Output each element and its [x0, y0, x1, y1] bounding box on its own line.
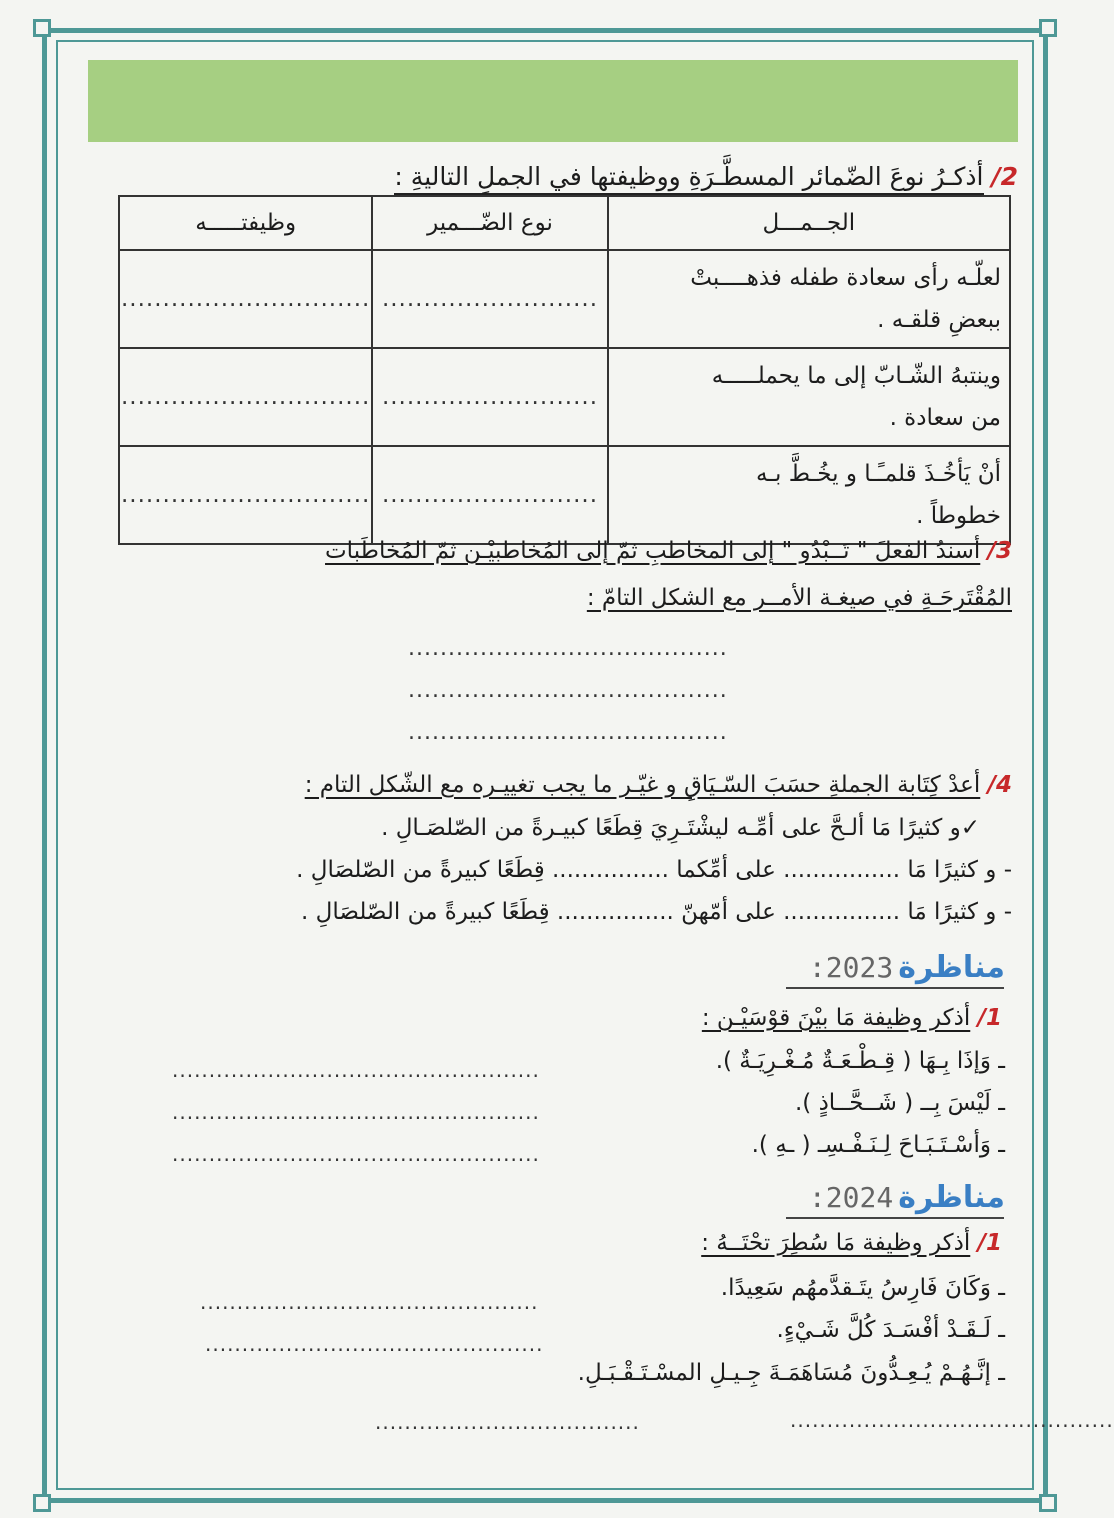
sentence-line: وينتبهُ الشّـابّ إلى ما يحملـــــه	[711, 363, 1001, 389]
function-answer[interactable]: ..............................	[119, 250, 372, 348]
heading-underline	[786, 987, 1004, 989]
q4-number: 4/	[987, 772, 1012, 798]
munazara-year: 2024:	[808, 1181, 894, 1214]
m2023-number: 1/	[977, 1005, 1002, 1031]
q4-line: - و كثيرًا مَا ................ على أمّهنّ ................ قِطَعًا كبيرةً من الصّلصَالِ .	[301, 899, 1012, 925]
corner-ornament	[33, 19, 51, 37]
header-banner	[88, 60, 1018, 142]
q3-answer-line[interactable]: ........................................	[408, 720, 728, 745]
m2023-item: ـ لَيْسَ بِــ ( شَــحَّــاذٍ ).	[794, 1090, 1005, 1116]
m2023-item: ـ وَأسْـتَـبَـاحَ لِـنَـفْـسِـ ( ـهِ ).	[751, 1132, 1005, 1158]
m2024-number: 1/	[977, 1230, 1002, 1256]
corner-ornament	[1039, 1494, 1057, 1512]
sentence-line: ببعضِ قلقـه .	[877, 307, 1001, 333]
function-answer[interactable]: ..............................	[119, 348, 372, 446]
q4-example: ✓و كثيرًا مَا ألـحَّ على أمِّـه ليشْتَـرِيَ قِطَعًا كبيـرةً من الصّلصَـالِ .	[381, 815, 980, 841]
munazara-2023-heading	[809, 950, 1005, 985]
m2023-answer-line[interactable]: ..................................................	[172, 1058, 540, 1082]
m2024-answer-line[interactable]: ............................................	[790, 1408, 1114, 1432]
q4-heading	[305, 772, 1012, 798]
corner-ornament	[33, 1494, 51, 1512]
m2024-answer-line[interactable]: ..............................................	[205, 1332, 544, 1356]
m2024-item: ـ وَكَانَ فَارِسُ يتَـقدَّمهُم سَعِيدًا.	[720, 1275, 1005, 1301]
q4-title: أعدْ كِتَابة الجملةِ حسَبَ السّـيَاقِ و غيّـر ما يجب تغييـره مع الشّكل التام :	[304, 772, 981, 798]
m2023-title: أذكر وظيفة مَا بيْنَ قوْسَيْـن :	[701, 1005, 971, 1031]
col-header-sentences: الجــمـــل	[608, 196, 1010, 250]
sentence-line: لعلّـه رأى سعادة طفله فذهــــبتْ	[690, 265, 1001, 291]
table-row	[119, 348, 1010, 446]
m2023-question	[702, 1005, 1002, 1031]
q2-number: 2/	[991, 162, 1018, 191]
col-header-function: وظيفتـــــه	[119, 196, 372, 250]
corner-ornament	[1039, 19, 1057, 37]
q3-answer-line[interactable]: ........................................	[408, 678, 728, 703]
m2024-item: ـ إنَّـهُـمْ يُـعِـدُّونَ مُسَاهَمَـةَ جِـيـلِ المسْـتَـقْـبَـلِ.	[577, 1360, 1005, 1386]
pronoun-type-answer[interactable]: ..........................	[372, 348, 607, 446]
m2024-title: أذكر وظيفة مَا سُطِرَ تحْتَــهُ :	[701, 1230, 971, 1256]
q3-line2: المُقْتَرحَـةِ في صيغـة الأمــر مع الشكل التامّ :	[586, 585, 1012, 611]
q3-line1: 3/ أسندُ الفعلَ " تَــبْدُو " إلى المخاطبِ ثمّ إلى المُخاطبيْـن ثمّ المُخاطَبات	[325, 538, 1012, 564]
m2024-answer-line[interactable]: ..............................................	[200, 1290, 539, 1314]
q4-line: - و كثيرًا مَا ................ على أمِّكما ................ قِطَعًا كبيرةً من الصّلصَالِ .	[296, 857, 1012, 883]
table-header-row	[119, 196, 1010, 250]
m2024-item: ـ لَـقَـدْ أفْسَـدَ كُلَّ شَـيْءٍ.	[776, 1317, 1005, 1343]
function-answer[interactable]: ..............................	[119, 446, 372, 544]
sentence-cell	[608, 446, 1010, 544]
q2-heading	[394, 162, 1018, 191]
q3-answer-line[interactable]: ........................................	[408, 636, 728, 661]
table-row	[119, 446, 1010, 544]
m2023-answer-line[interactable]: ..................................................	[172, 1100, 540, 1124]
m2023-item: ـ وَإذَا بِـهَا ( قِـطْـعَـةٌ مُـغْـرِيَـةٌ ).	[715, 1048, 1005, 1074]
sentence-line: من سعادة .	[889, 405, 1001, 431]
heading-underline	[786, 1217, 1004, 1219]
sentence-cell	[608, 348, 1010, 446]
q3-number: 3/	[987, 538, 1012, 564]
munazara-year: 2023:	[808, 951, 894, 984]
sentence-line: أنْ يَأخُـذَ قلمـًـا و يخُـطَّ بـه	[755, 461, 1001, 487]
table-row	[119, 250, 1010, 348]
m2024-answer-line[interactable]: ....................................	[375, 1410, 640, 1434]
m2024-question	[701, 1230, 1002, 1256]
q2-title: أذكـرُ نوعَ الضّمائر المسطَّـرَةِ ووظيفتها في الجملِ التاليةِ :	[394, 162, 983, 195]
munazara-label: مناظرة	[898, 1180, 1005, 1215]
munazara-2024-heading	[809, 1180, 1005, 1215]
sentence-line: خطوطاً .	[916, 503, 1001, 529]
munazara-label: مناظرة	[898, 950, 1005, 985]
pronoun-type-answer[interactable]: ..........................	[372, 250, 607, 348]
col-header-pronoun-type: نوع الضّـــمير	[372, 196, 607, 250]
pronoun-type-answer[interactable]: ..........................	[372, 446, 607, 544]
sentence-cell	[608, 250, 1010, 348]
pronoun-table	[118, 195, 1011, 545]
m2023-answer-line[interactable]: ..................................................	[172, 1142, 540, 1166]
